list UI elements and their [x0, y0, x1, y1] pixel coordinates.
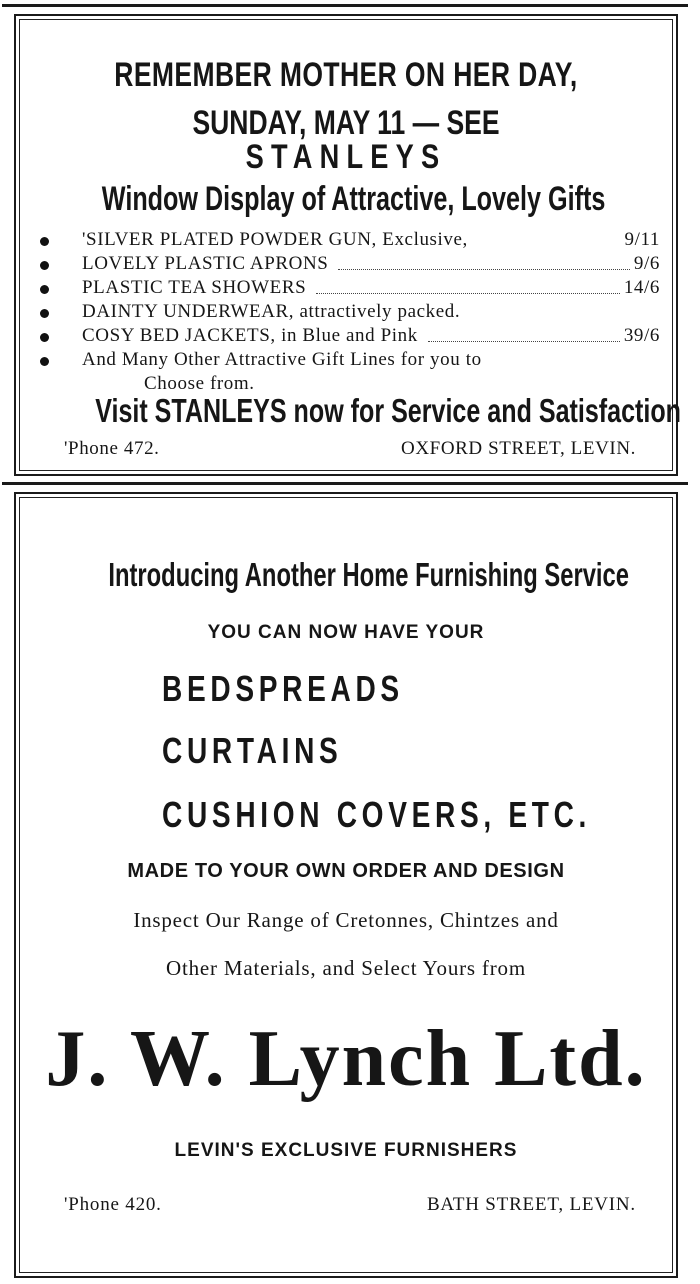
phone-number: 'Phone 420.	[64, 1194, 162, 1215]
item-price: 9/6	[633, 253, 660, 274]
list-item	[40, 324, 660, 348]
company-name: J. W. Lynch Ltd.	[45, 1015, 647, 1103]
phone-number: 'Phone 472.	[64, 438, 160, 459]
divider-rule	[2, 482, 688, 485]
list-item	[40, 348, 660, 372]
product-cushion-covers: CUSHION COVERS, ETC.	[162, 794, 592, 835]
inspect-line-1: Inspect Our Range of Cretonnes, Chintzes and	[133, 908, 559, 932]
inspect-line-2: Other Materials, and Select Yours from	[166, 956, 526, 980]
street-address: BATH STREET, LEVIN.	[426, 1194, 636, 1215]
item-text: PLASTIC TEA SHOWERS	[82, 277, 307, 298]
item-price: 9/11	[624, 229, 660, 250]
list-item	[40, 252, 660, 276]
list-item	[40, 300, 660, 324]
product-bedspreads: BEDSPREADS	[162, 668, 404, 709]
headline-window-display: Window Display of Attractive, Lovely Gifts	[101, 180, 606, 218]
list-item	[40, 276, 660, 300]
bullet-icon	[40, 309, 49, 318]
bullet-icon	[40, 237, 49, 246]
bullet-icon	[40, 285, 49, 294]
item-text: LOVELY PLASTIC APRONS	[82, 253, 329, 274]
you-can-line: YOU CAN NOW HAVE YOUR	[207, 622, 485, 643]
intro-headline: Introducing Another Home Furnishing Service	[108, 556, 629, 593]
stanleys-advertisement	[14, 14, 682, 476]
item-price: 39/6	[623, 325, 660, 346]
leader-dots	[316, 293, 620, 294]
bullet-icon	[40, 261, 49, 270]
item-text: DAINTY UNDERWEAR, attractively packed.	[82, 301, 461, 322]
list-item	[40, 228, 660, 252]
headline-sunday-may: SUNDAY, MAY 11 — SEE	[192, 104, 500, 142]
store-name: STANLEYS	[245, 138, 447, 176]
item-text: 'SILVER PLATED POWDER GUN, Exclusive,	[82, 229, 468, 250]
bullet-icon	[40, 333, 49, 342]
top-rule	[2, 4, 688, 7]
headline-remember-mother: REMEMBER MOTHER ON HER DAY,	[114, 56, 578, 94]
leader-dots	[338, 269, 629, 270]
leader-dots	[428, 341, 620, 342]
made-to-order-line: MADE TO YOUR OWN ORDER AND DESIGN	[127, 860, 565, 882]
item-price: 14/6	[623, 277, 660, 298]
item-text: Choose from.	[144, 373, 255, 394]
gift-list	[40, 228, 660, 396]
street-address: OXFORD STREET, LEVIN.	[401, 438, 636, 459]
bullet-icon	[40, 357, 49, 366]
visit-line: Visit STANLEYS now for Service and Satisfaction	[95, 392, 682, 429]
item-text: COSY BED JACKETS, in Blue and Pink	[82, 325, 418, 346]
item-text: And Many Other Attractive Gift Lines for you to	[82, 349, 482, 370]
company-tagline: LEVIN'S EXCLUSIVE FURNISHERS	[174, 1140, 518, 1161]
lynch-advertisement	[14, 492, 678, 1278]
product-curtains: CURTAINS	[162, 730, 343, 771]
